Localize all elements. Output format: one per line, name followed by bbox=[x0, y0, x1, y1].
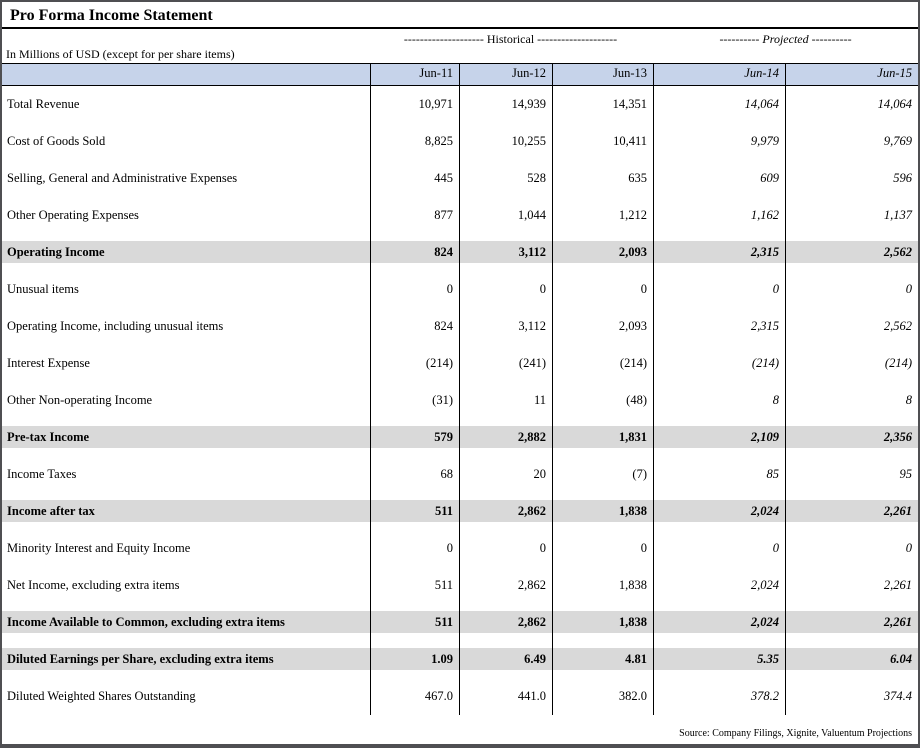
value-cell: 2,862 bbox=[459, 567, 552, 604]
value-cell: 511 bbox=[370, 604, 459, 641]
value-cell: 382.0 bbox=[552, 678, 653, 715]
value-cell: (214) bbox=[552, 345, 653, 382]
value-cell: 1,162 bbox=[653, 197, 785, 234]
table-row bbox=[2, 604, 918, 641]
value-cell: 0 bbox=[370, 271, 459, 308]
table-row bbox=[2, 234, 918, 271]
value-cell: 6.49 bbox=[459, 641, 552, 678]
value-cell: 2,862 bbox=[459, 604, 552, 641]
value-cell: 2,562 bbox=[785, 234, 918, 271]
page-title: Pro Forma Income Statement bbox=[2, 2, 918, 29]
value-cell: 2,261 bbox=[785, 604, 918, 641]
value-cell: 95 bbox=[785, 456, 918, 493]
value-cell: 467.0 bbox=[370, 678, 459, 715]
row-label: Unusual items bbox=[7, 282, 79, 296]
value-cell: 6.04 bbox=[785, 641, 918, 678]
value-cell: 2,562 bbox=[785, 308, 918, 345]
table-row bbox=[2, 160, 918, 197]
value-cell: 2,024 bbox=[653, 567, 785, 604]
value-cell: 68 bbox=[370, 456, 459, 493]
header-label-cell bbox=[2, 64, 370, 85]
value-cell: 579 bbox=[370, 419, 459, 456]
value-cell: 511 bbox=[370, 493, 459, 530]
table-row bbox=[2, 530, 918, 567]
value-cell: 2,315 bbox=[653, 308, 785, 345]
table-row bbox=[2, 456, 918, 493]
row-label: Income after tax bbox=[7, 504, 95, 518]
row-label: Income Available to Common, excluding extra items bbox=[7, 615, 285, 629]
value-cell: 10,255 bbox=[459, 123, 552, 160]
value-cell: 0 bbox=[785, 271, 918, 308]
row-label: Cost of Goods Sold bbox=[7, 134, 106, 148]
table-row bbox=[2, 678, 918, 715]
value-cell: (7) bbox=[552, 456, 653, 493]
projected-group-label: ---------- Projected ---------- bbox=[719, 32, 852, 46]
header-cell-jun-11: Jun-11 bbox=[370, 64, 459, 85]
income-statement-table bbox=[2, 63, 918, 715]
row-label: Selling, General and Administrative Expenses bbox=[7, 171, 238, 185]
value-cell: 10,971 bbox=[370, 86, 459, 123]
row-label: Other Operating Expenses bbox=[7, 208, 139, 222]
row-label: Pre-tax Income bbox=[7, 430, 90, 444]
value-cell: 2,315 bbox=[653, 234, 785, 271]
value-cell: 0 bbox=[552, 271, 653, 308]
table-header-row bbox=[2, 64, 918, 86]
value-cell: (241) bbox=[459, 345, 552, 382]
value-cell: 2,261 bbox=[785, 567, 918, 604]
value-cell: 85 bbox=[653, 456, 785, 493]
historical-group-label: -------------------- Historical -------------------- bbox=[403, 32, 618, 46]
table-row bbox=[2, 271, 918, 308]
row-label: Diluted Weighted Shares Outstanding bbox=[7, 689, 196, 703]
value-cell: 1,137 bbox=[785, 197, 918, 234]
value-cell: 0 bbox=[653, 530, 785, 567]
column-group-labels bbox=[2, 32, 918, 46]
value-cell: 10,411 bbox=[552, 123, 653, 160]
value-cell: 0 bbox=[459, 271, 552, 308]
table-row bbox=[2, 567, 918, 604]
statement-rows bbox=[2, 86, 918, 715]
value-cell: 0 bbox=[370, 530, 459, 567]
header-cell-jun-14: Jun-14 bbox=[653, 64, 785, 85]
table-row bbox=[2, 197, 918, 234]
value-cell: 2,024 bbox=[653, 493, 785, 530]
row-label: Diluted Earnings per Share, excluding extra items bbox=[7, 652, 274, 666]
value-cell: (31) bbox=[370, 382, 459, 419]
value-cell: 2,261 bbox=[785, 493, 918, 530]
value-cell: 5.35 bbox=[653, 641, 785, 678]
value-cell: 511 bbox=[370, 567, 459, 604]
value-cell: 8 bbox=[785, 382, 918, 419]
value-cell: 528 bbox=[459, 160, 552, 197]
row-label: Interest Expense bbox=[7, 356, 90, 370]
value-cell: 0 bbox=[653, 271, 785, 308]
header-cell-jun-15: Jun-15 bbox=[785, 64, 918, 85]
header-cell-jun-12: Jun-12 bbox=[459, 64, 552, 85]
source-note: Source: Company Filings, Xignite, Valuentum Projections bbox=[679, 728, 912, 739]
value-cell: 8 bbox=[653, 382, 785, 419]
value-cell: 0 bbox=[785, 530, 918, 567]
value-cell: 824 bbox=[370, 234, 459, 271]
value-cell: 374.4 bbox=[785, 678, 918, 715]
value-cell: 824 bbox=[370, 308, 459, 345]
value-cell: 1,044 bbox=[459, 197, 552, 234]
value-cell: 2,109 bbox=[653, 419, 785, 456]
value-cell: 1,838 bbox=[552, 567, 653, 604]
table-row bbox=[2, 86, 918, 123]
value-cell: 2,093 bbox=[552, 234, 653, 271]
table-row bbox=[2, 123, 918, 160]
value-cell: (214) bbox=[370, 345, 459, 382]
table-row bbox=[2, 382, 918, 419]
row-label: Operating Income, including unusual items bbox=[7, 319, 224, 333]
value-cell: 9,769 bbox=[785, 123, 918, 160]
value-cell: (214) bbox=[653, 345, 785, 382]
value-cell: 1,838 bbox=[552, 604, 653, 641]
value-cell: 877 bbox=[370, 197, 459, 234]
table-row bbox=[2, 308, 918, 345]
value-cell: (214) bbox=[785, 345, 918, 382]
value-cell: 2,024 bbox=[653, 604, 785, 641]
table-row bbox=[2, 641, 918, 678]
value-cell: 3,112 bbox=[459, 308, 552, 345]
value-cell: 2,882 bbox=[459, 419, 552, 456]
value-cell: 2,862 bbox=[459, 493, 552, 530]
value-cell: 8,825 bbox=[370, 123, 459, 160]
table-row bbox=[2, 345, 918, 382]
header-cell-jun-13: Jun-13 bbox=[552, 64, 653, 85]
value-cell: 1,838 bbox=[552, 493, 653, 530]
value-cell: 0 bbox=[552, 530, 653, 567]
table-row bbox=[2, 419, 918, 456]
row-label: Income Taxes bbox=[7, 467, 77, 481]
value-cell: 3,112 bbox=[459, 234, 552, 271]
value-cell: (48) bbox=[552, 382, 653, 419]
row-label: Operating Income bbox=[7, 245, 105, 259]
value-cell: 378.2 bbox=[653, 678, 785, 715]
value-cell: 11 bbox=[459, 382, 552, 419]
units-note: In Millions of USD (except for per share items) bbox=[6, 47, 235, 61]
value-cell: 0 bbox=[459, 530, 552, 567]
table-row bbox=[2, 493, 918, 530]
value-cell: 14,064 bbox=[785, 86, 918, 123]
row-label: Minority Interest and Equity Income bbox=[7, 541, 191, 555]
value-cell: 609 bbox=[653, 160, 785, 197]
value-cell: 596 bbox=[785, 160, 918, 197]
value-cell: 635 bbox=[552, 160, 653, 197]
value-cell: 14,351 bbox=[552, 86, 653, 123]
row-label: Other Non-operating Income bbox=[7, 393, 153, 407]
value-cell: 14,064 bbox=[653, 86, 785, 123]
value-cell: 441.0 bbox=[459, 678, 552, 715]
value-cell: 2,093 bbox=[552, 308, 653, 345]
value-cell: 2,356 bbox=[785, 419, 918, 456]
value-cell: 1,212 bbox=[552, 197, 653, 234]
value-cell: 20 bbox=[459, 456, 552, 493]
value-cell: 1,831 bbox=[552, 419, 653, 456]
value-cell: 14,939 bbox=[459, 86, 552, 123]
row-label: Net Income, excluding extra items bbox=[7, 578, 180, 592]
value-cell: 1.09 bbox=[370, 641, 459, 678]
value-cell: 9,979 bbox=[653, 123, 785, 160]
value-cell: 4.81 bbox=[552, 641, 653, 678]
value-cell: 445 bbox=[370, 160, 459, 197]
row-label: Total Revenue bbox=[7, 97, 80, 111]
